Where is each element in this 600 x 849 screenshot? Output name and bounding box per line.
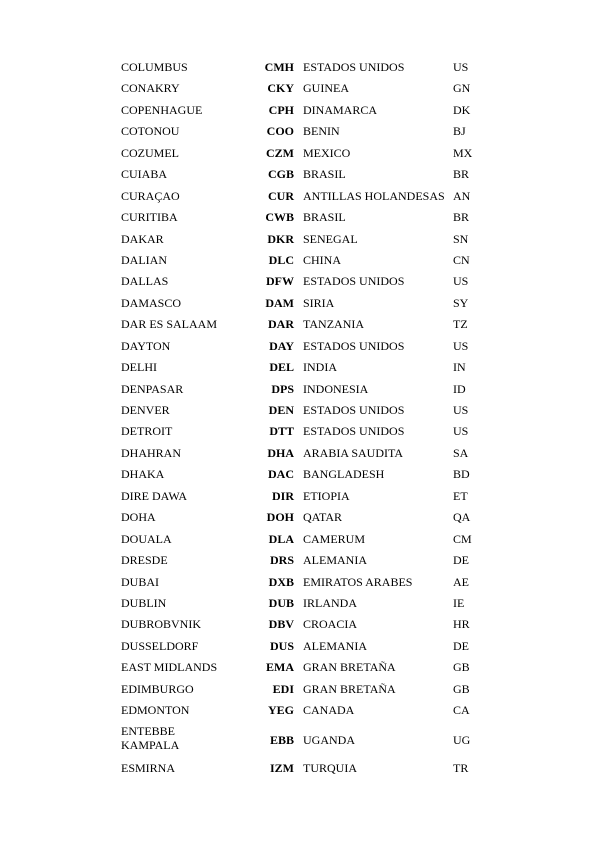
airport-code: CZM [266, 145, 294, 160]
country-code: AE [453, 574, 469, 589]
table-row [0, 164, 600, 185]
country-code: US [453, 338, 469, 353]
table-row [0, 121, 600, 142]
airport-code: DPS [271, 381, 294, 396]
country-code: SY [453, 295, 469, 310]
city-name: EAST MIDLANDS [121, 660, 218, 675]
country-code: DE [453, 553, 469, 568]
airport-code: DUB [268, 595, 294, 610]
table-row [0, 572, 600, 593]
country-code: ID [453, 381, 466, 396]
country-code: BJ [453, 124, 466, 139]
airport-code: DEL [269, 360, 294, 375]
country-name: CANADA [303, 703, 355, 718]
country-name: ESTADOS UNIDOS [303, 60, 405, 74]
country-name: CAMERUM [303, 531, 366, 546]
table-row [0, 271, 600, 292]
country-name: ARABIA SAUDITA [303, 445, 404, 460]
airport-code: CKY [267, 81, 294, 96]
airport-code: DLC [268, 252, 294, 267]
city-name: DHAHRAN [121, 445, 181, 460]
country-code: IE [453, 595, 465, 610]
country-name: ESTADOS UNIDOS [303, 424, 405, 439]
table-row [0, 507, 600, 528]
country-name: BRASIL [303, 210, 346, 225]
airport-code: COO [266, 124, 294, 139]
country-name: TURQUIA [303, 760, 357, 775]
airport-code: CWB [265, 210, 294, 225]
country-code: GB [453, 681, 470, 696]
city-name: EDIMBURGO [121, 681, 194, 696]
table-row [0, 443, 600, 464]
city-name: COTONOU [121, 124, 180, 139]
airport-code: CPH [268, 102, 294, 117]
airport-code: DKR [267, 231, 294, 246]
airport-code: DAM [265, 295, 294, 310]
airport-code: DAR [268, 317, 294, 332]
city-name: COLUMBUS [121, 60, 188, 74]
table-row [0, 357, 600, 378]
country-name: ETIOPIA [303, 488, 350, 503]
country-name: GRAN BRETAÑA [303, 681, 396, 696]
table-row [0, 700, 600, 721]
city-name: DUSSELDORF [121, 638, 199, 653]
country-code: ET [453, 488, 468, 503]
table-row [0, 486, 600, 507]
city-name: DAYTON [121, 338, 171, 353]
country-name: ESTADOS UNIDOS [303, 403, 405, 417]
country-code: TZ [453, 317, 468, 332]
airport-code: DXB [268, 574, 294, 589]
table-row [0, 614, 600, 635]
country-name: GUINEA [303, 81, 349, 96]
country-code: SN [453, 231, 469, 246]
country-name: BANGLADESH [303, 467, 385, 482]
city-name: DENPASAR [121, 381, 184, 396]
country-name: CHINA [303, 252, 341, 267]
country-name: INDONESIA [303, 381, 369, 396]
city-name: CONAKRY [121, 81, 180, 96]
city-name: DOUALA [121, 531, 172, 546]
table-row [0, 679, 600, 700]
country-code: SA [453, 445, 469, 460]
country-code: US [453, 60, 469, 74]
airport-code: DAY [269, 338, 294, 353]
country-name: BRASIL [303, 167, 346, 182]
airport-code: DFW [266, 274, 294, 289]
airport-code-table [0, 57, 600, 779]
country-code: HR [453, 617, 470, 632]
country-name: GRAN BRETAÑA [303, 660, 396, 675]
country-code: BR [453, 210, 470, 225]
country-name: QATAR [303, 510, 343, 525]
table-row [0, 186, 600, 207]
city-name: DAMASCO [121, 295, 182, 310]
country-name: SIRIA [303, 295, 335, 310]
country-name: BENIN [303, 124, 340, 139]
table-row [0, 207, 600, 228]
country-name: MEXICO [303, 145, 351, 160]
city-name: DELHI [121, 360, 157, 375]
table-row [0, 722, 600, 758]
table-row [0, 529, 600, 550]
airport-code: DEN [268, 403, 294, 417]
table-row [0, 143, 600, 164]
airport-code: DBV [268, 617, 294, 632]
country-code: AN [453, 188, 471, 203]
country-code: US [453, 403, 469, 417]
table-row [0, 464, 600, 485]
country-code: TR [453, 760, 469, 775]
airport-code: YEG [267, 703, 294, 718]
airport-code: DRS [269, 553, 294, 568]
table-row [0, 421, 600, 442]
city-name: DHAKA [121, 467, 165, 482]
city-name: COZUMEL [121, 145, 179, 160]
table-row [0, 78, 600, 99]
country-name: ESTADOS UNIDOS [303, 274, 405, 289]
country-code: GB [453, 660, 470, 675]
table-row [0, 250, 600, 271]
table-row [0, 758, 600, 779]
country-code: BD [453, 467, 470, 482]
country-code: IN [453, 360, 466, 375]
city-name: EDMONTON [121, 703, 190, 718]
airport-code: DIR [271, 488, 294, 503]
table-row [0, 229, 600, 250]
country-code: CM [453, 531, 472, 546]
city-name: ENTEBBE KAMPALA [121, 723, 180, 752]
city-name: COPENHAGUE [121, 102, 203, 117]
country-name: UGANDA [303, 732, 355, 747]
airport-code: DLA [268, 531, 294, 546]
airport-code: EDI [272, 681, 294, 696]
city-name: DALLAS [121, 274, 169, 289]
country-name: SENEGAL [303, 231, 358, 246]
country-name: INDIA [303, 360, 337, 375]
country-name: ANTILLAS HOLANDESAS [303, 188, 445, 203]
city-name: DUBLIN [121, 595, 167, 610]
city-name: DAKAR [121, 231, 164, 246]
country-code: BR [453, 167, 470, 182]
country-code: CN [453, 252, 470, 267]
country-name: EMIRATOS ARABES [303, 574, 413, 589]
city-name: CURITIBA [121, 210, 178, 225]
city-name: DAR ES SALAAM [121, 317, 218, 332]
country-name: ALEMANIA [303, 553, 367, 568]
city-name: DIRE DAWA [121, 488, 188, 503]
country-name: CROACIA [303, 617, 358, 632]
city-name: DENVER [121, 403, 170, 417]
airport-code: EMA [266, 660, 294, 675]
table-row [0, 550, 600, 571]
country-code: MX [453, 145, 473, 160]
country-code: US [453, 274, 469, 289]
airport-code: DHA [267, 445, 294, 460]
city-name: DALIAN [121, 252, 167, 267]
table-row [0, 314, 600, 335]
country-name: IRLANDA [303, 595, 357, 610]
table-row [0, 100, 600, 121]
table-row [0, 400, 600, 421]
airport-code: CGB [267, 167, 294, 182]
country-code: DK [453, 102, 471, 117]
country-code: UG [453, 732, 471, 747]
city-name: DUBROBVNIK [121, 617, 202, 632]
country-name: ALEMANIA [303, 638, 367, 653]
city-name: DETROIT [121, 424, 173, 439]
airport-code: DTT [269, 424, 294, 439]
airport-code: IZM [270, 760, 294, 775]
airport-code: CMH [264, 60, 294, 74]
airport-code: DAC [268, 467, 294, 482]
country-code: US [453, 424, 469, 439]
city-name: CUIABA [121, 167, 168, 182]
city-name: DUBAI [121, 574, 159, 589]
table-row [0, 336, 600, 357]
country-name: DINAMARCA [303, 102, 378, 117]
airport-code: DOH [266, 510, 294, 525]
country-code: DE [453, 638, 469, 653]
table-row [0, 593, 600, 614]
city-name: DOHA [121, 510, 156, 525]
country-name: TANZANIA [303, 317, 365, 332]
table-row [0, 657, 600, 678]
country-code: CA [453, 703, 470, 718]
table-row [0, 57, 600, 78]
country-code: QA [453, 510, 471, 525]
city-name: DRESDE [121, 553, 168, 568]
country-name: ESTADOS UNIDOS [303, 338, 405, 353]
city-name: CURAÇAO [121, 188, 180, 203]
country-code: GN [453, 81, 471, 96]
table-row [0, 636, 600, 657]
airport-code: CUR [268, 188, 294, 203]
airport-code: DUS [269, 638, 294, 653]
airport-code: EBB [269, 732, 294, 747]
table-row [0, 293, 600, 314]
table-row [0, 379, 600, 400]
city-name: ESMIRNA [121, 760, 176, 775]
